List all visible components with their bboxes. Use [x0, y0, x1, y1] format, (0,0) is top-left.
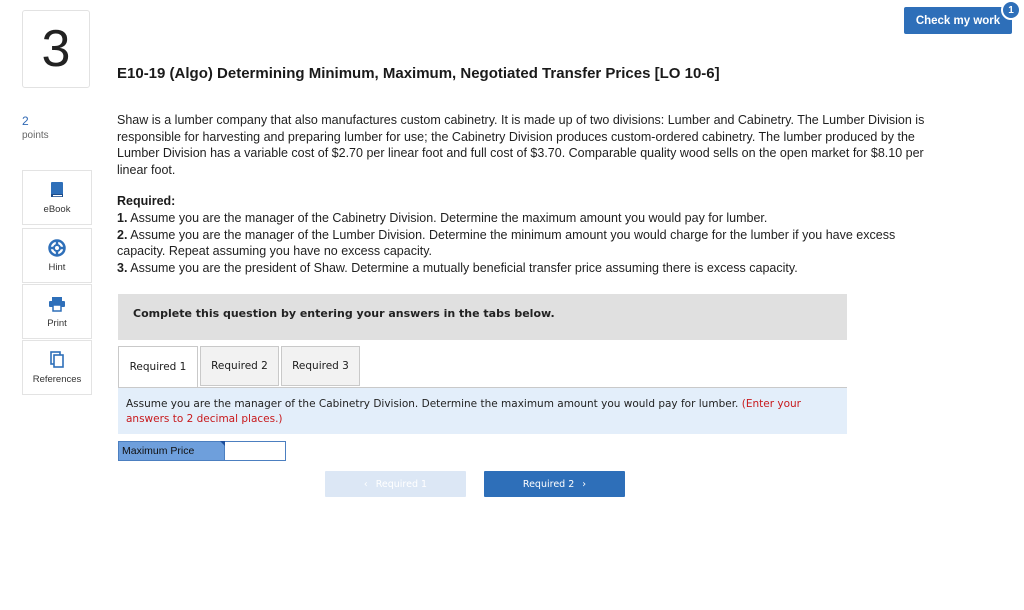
complete-instruction: Complete this question by entering your answers in the tabs below. [118, 294, 847, 340]
required-heading: Required: [117, 194, 176, 208]
requirement-item: 1. Assume you are the manager of the Cabinetry Division. Determine the maximum amount you would pay for lumber. [117, 211, 768, 225]
requirement-item: 3. Assume you are the president of Shaw. Determine a mutually beneficial transfer price assuming there is excess capacity. [117, 260, 798, 275]
points-value: 2 [22, 114, 29, 128]
ebook-button[interactable] [22, 170, 92, 225]
page-title: E10-19 (Algo) Determining Minimum, Maximum, Negotiated Transfer Prices [LO 10-6] [117, 65, 720, 82]
tab-required-1[interactable]: Required 1 [118, 346, 198, 388]
next-required-label: Required 2 [522, 478, 575, 490]
print-icon [48, 295, 66, 313]
chevron-left-icon: ‹ [363, 478, 368, 490]
requirements-list [117, 210, 932, 276]
check-badge: 1 [1001, 0, 1021, 20]
ebook-icon [49, 181, 65, 199]
tab-instruction [118, 388, 847, 434]
problem-text: Shaw is a lumber company that also manufactures custom cabinetry. It is made up of two divisions: Lumber and Cabinetry. The Lumber Division is responsible for harvesting and preparing lumber for use; the Cabinetry Division produces custom-ordered cabinetry. The lumber produced by the Lumber Division has a variable cost of $2.70 per linear foot and full cost of $3.70. Comparable quality wood sells on the open market for $8.10 per linear foot. [117, 113, 925, 177]
maximum-price-input[interactable] [225, 441, 286, 461]
hint-label: Hint [48, 262, 66, 273]
question-number: 3 [22, 10, 90, 88]
tab-required-2[interactable]: Required 2 [200, 346, 279, 386]
references-button[interactable] [22, 340, 92, 395]
check-my-work-button[interactable]: Check my work [904, 7, 1012, 34]
hint-icon [48, 239, 66, 257]
ebook-label: eBook [43, 204, 71, 215]
requirement-item: 2. Assume you are the manager of the Lumber Division. Determine the minimum amount you would charge for the lumber if you have excess capacity. Repeat assuming you have no excess capacity. [117, 227, 896, 258]
points-label: points [22, 130, 49, 141]
tab-required-3[interactable]: Required 3 [281, 346, 360, 386]
maximum-price-label: Maximum Price [118, 441, 225, 461]
instruction-note: (Enter your answers to 2 decimal places.) [126, 398, 801, 425]
prev-required-label: Required 1 [375, 478, 428, 490]
references-icon [49, 351, 65, 369]
chevron-right-icon: › [582, 478, 587, 490]
required-tabs [118, 346, 362, 388]
next-required-button[interactable] [484, 471, 625, 497]
answer-row [118, 441, 286, 461]
prev-required-button[interactable] [325, 471, 466, 497]
hint-button[interactable] [22, 228, 92, 283]
instruction-text: Assume you are the manager of the Cabinetry Division. Determine the maximum amount you would pay for lumber. [126, 398, 739, 410]
print-button[interactable] [22, 284, 92, 339]
problem-statement [117, 112, 932, 178]
print-label: Print [47, 318, 67, 329]
references-label: References [32, 374, 82, 385]
